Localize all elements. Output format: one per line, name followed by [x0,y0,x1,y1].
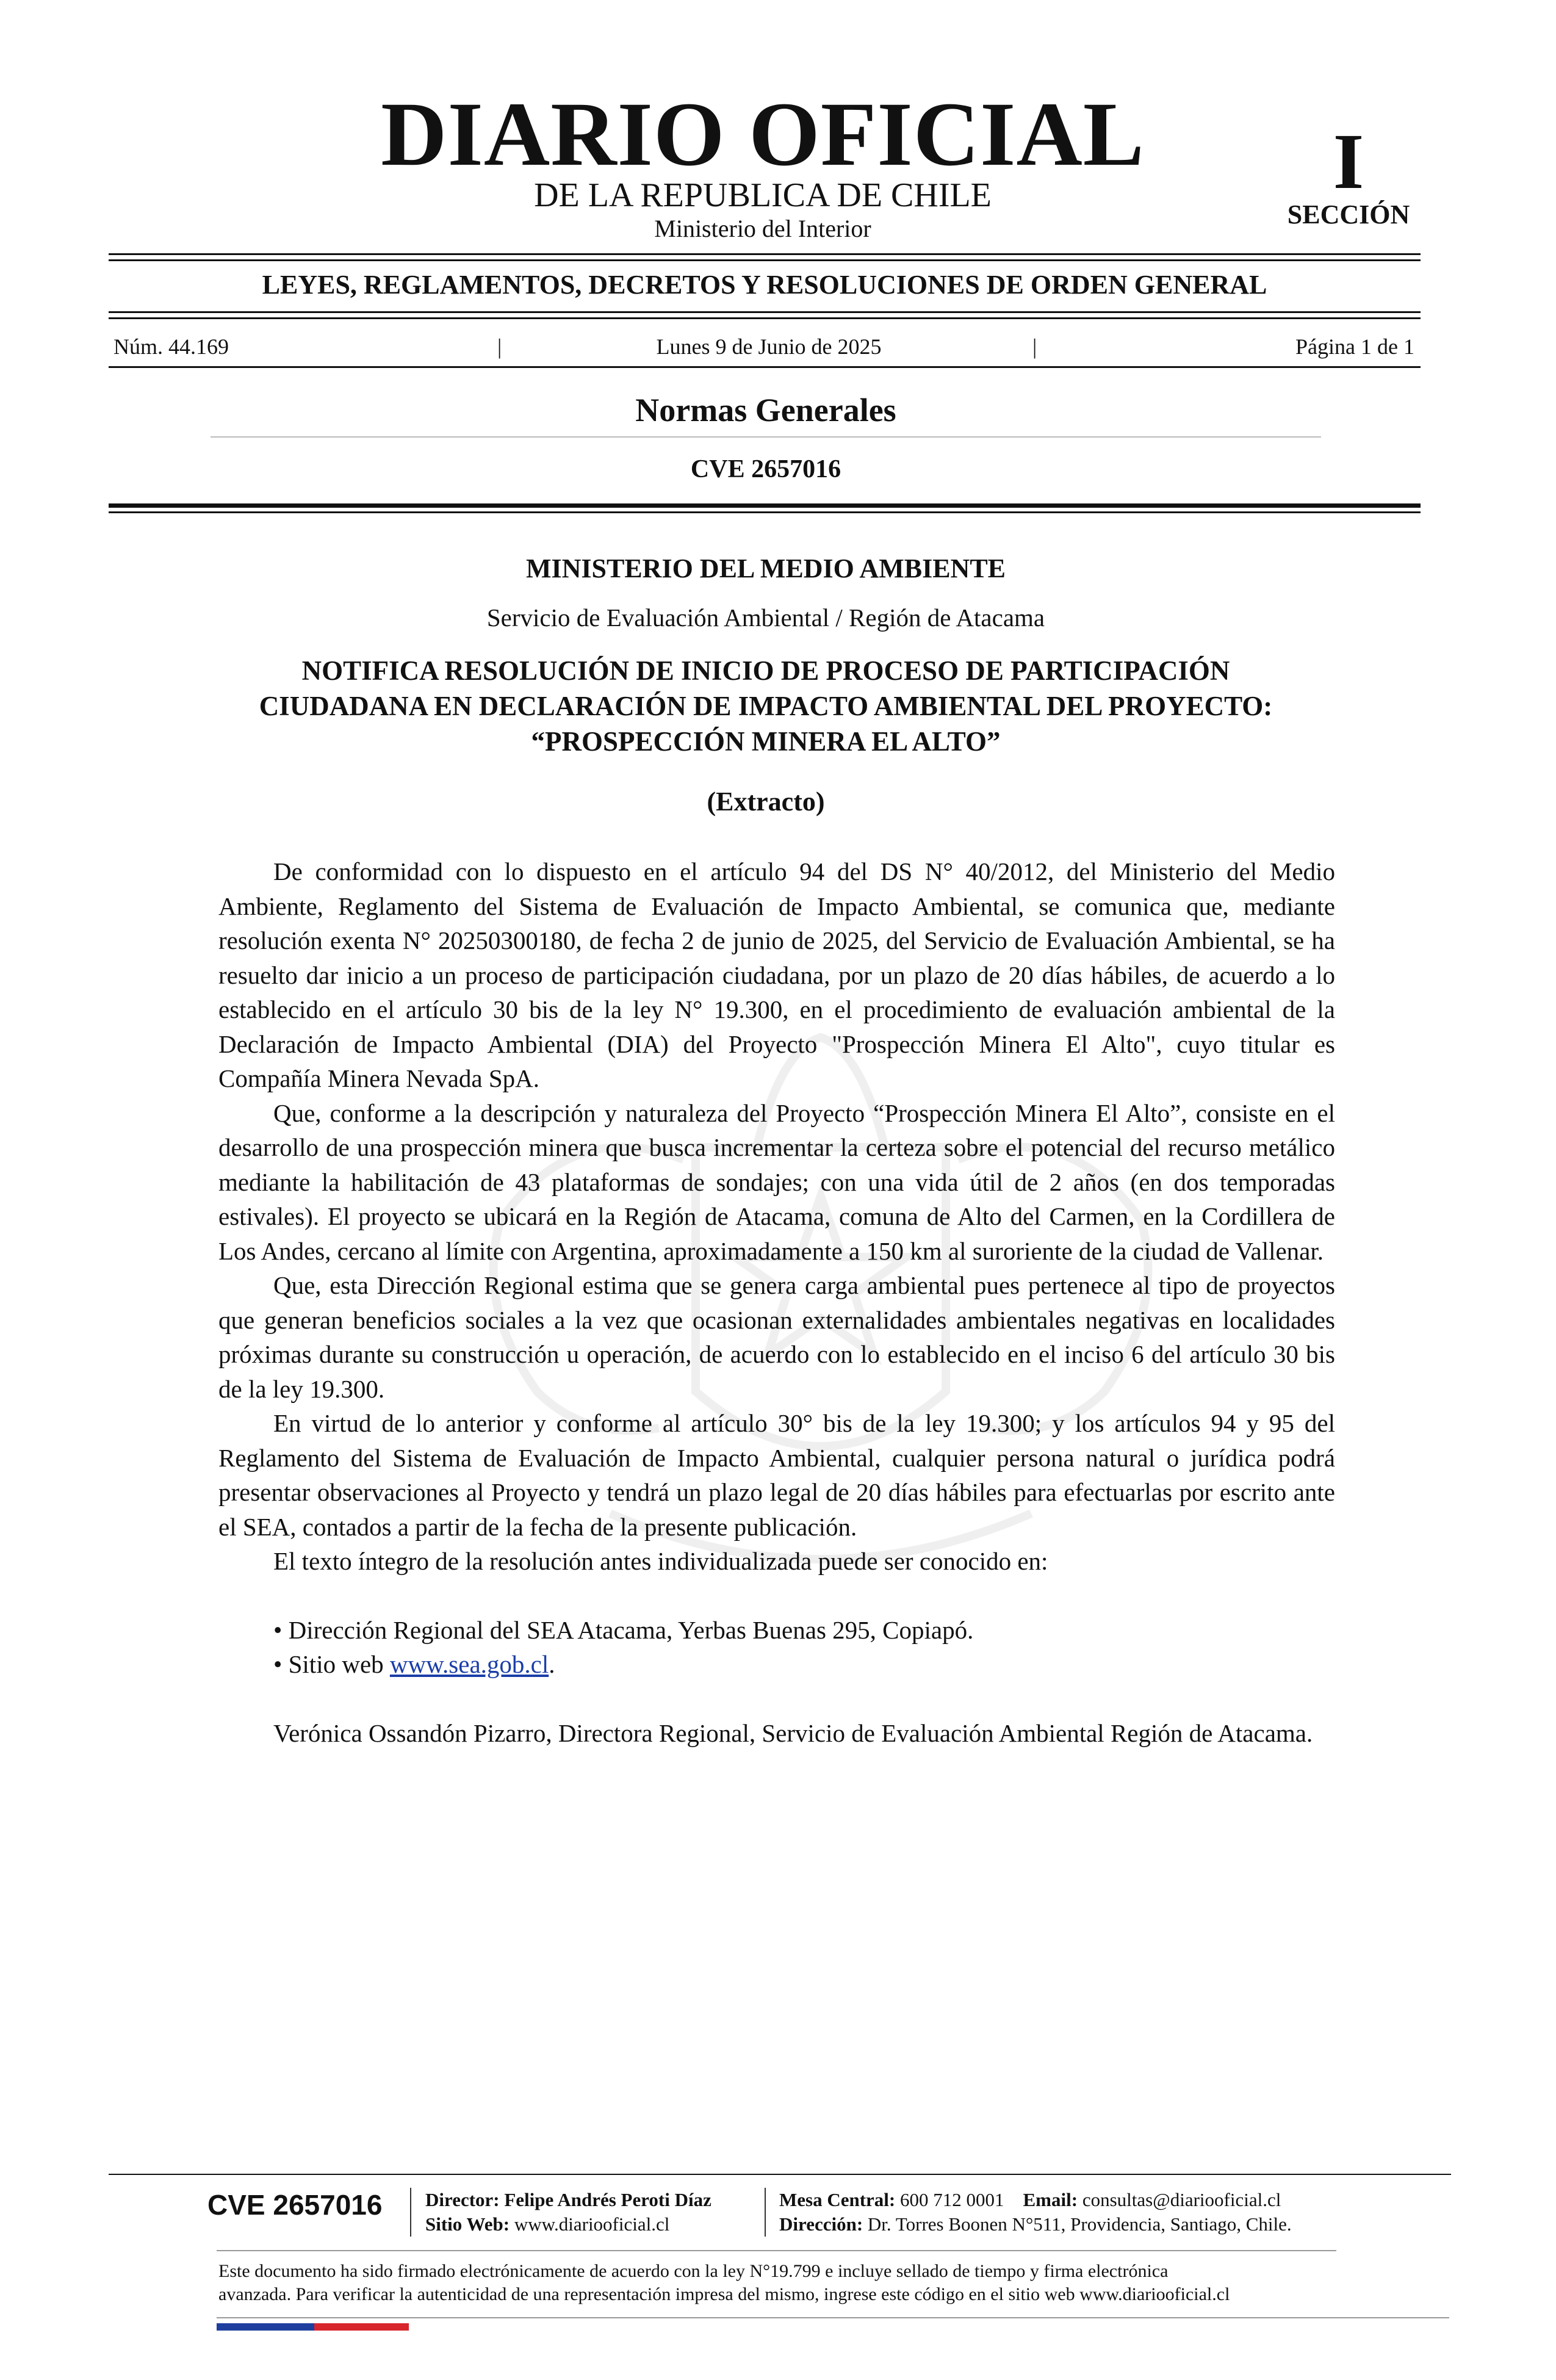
email-label: Email: [1023,2189,1078,2210]
bullet-website-suffix: . [549,1650,555,1678]
body-paragraph: Que, conforme a la descripción y naturaleza del Proyecto “Prospección Minera El Alto”, consiste en el desarrollo de una prospección minera que busca incrementar la certeza sobre el potencial del recurso metálico mediante la habilitación de 43 plataformas de sondajes; con una vida útil de 2 años (en dos temporadas estivales). El proyecto se ubicará en la Región de Atacama, comuna de Alto del Carmen, en la Cordillera de Los Andes, cercano al límite con Argentina, aproximadamente a 150 km al suroriente de la ciudad de Vallenar. [218,1098,1335,1265]
header-bottom-rule [109,503,1421,508]
norm-title: Normas Generales [635,392,896,428]
series-title: LEYES, REGLAMENTOS, DECRETOS Y RESOLUCIONES DE ORDEN GENERAL [262,270,1267,300]
document-title-line: “PROSPECCIÓN MINERA EL ALTO” [531,726,1001,757]
document-body [218,854,1335,1750]
series-rule [109,311,1421,313]
footer-legal-notice [218,2260,1335,2306]
desk-value: 600 712 0001 [900,2189,1004,2210]
director-label: Director: [425,2189,500,2210]
body-paragraph: El texto íntegro de la resolución antes individualizada puede ser conocido en: [273,1547,1048,1575]
masthead-rule-top [109,253,1421,255]
body-paragraph: Que, esta Dirección Regional estima que se genera carga ambiental pues pertenece al tipo de proyectos que generan beneficios sociales a la vez que ocasionan externalidades ambientales negativas en localidades próximas durante su construcción u operación, de acuerdo con lo establecido en el inciso 6 del artículo 30 bis de la ley 19.300. [218,1271,1335,1403]
masthead-subtitle: DE LA REPUBLICA DE CHILE [534,176,992,214]
series-rule-second [109,317,1421,319]
address-label: Dirección: [779,2213,863,2235]
document-title-line: NOTIFICA RESOLUCIÓN DE INICIO DE PROCESO DE PARTICIPACIÓN [301,655,1230,686]
page-indicator: Página 1 de 1 [1295,334,1414,359]
website-label: Sitio Web: [425,2213,510,2235]
issue-date: Lunes 9 de Junio de 2025 [656,334,882,359]
website-value[interactable]: www.diariooficial.cl [514,2213,670,2235]
footer-rule-top [109,2174,1451,2175]
info-rule [109,366,1421,368]
norm-title-divider [211,436,1321,438]
issue-number: Núm. 44.169 [113,334,229,359]
bullet-website-prefix: • Sitio web [273,1650,390,1678]
masthead-rule-top-second [109,259,1421,261]
section-number: I [1333,118,1364,206]
footer-cve-code: CVE 2657016 [207,2189,383,2221]
footer-director [425,2188,711,2237]
body-paragraph: De conformidad con lo dispuesto en el artículo 94 del DS N° 40/2012, del Ministerio del Medio Ambiente, Reglamento del Sistema de Evaluación de Impacto Ambiental, se comunica que, mediante resolución exenta N° 20250300180, de fecha 2 de junio de 2025, del Servicio de Evaluación Ambiental, se ha resuelto dar inicio a un proceso de participación ciudadana, por un plazo de 20 días hábiles, de acuerdo a lo establecido en el artículo 30 bis de la ley N° 19.300, en el procedimiento de evaluación ambiental de la Declaración de Impacto Ambiental (DIA) del Proyecto "Prospección Minera El Alto", cuyo titular es Compañía Minera Nevada SpA. [218,857,1335,1092]
footer-rule-middle [217,2250,1336,2251]
header-bottom-rule-second [109,511,1421,513]
address-value: Dr. Torres Boonen N°511, Providencia, Santiago, Chile. [867,2213,1292,2235]
service-line: Servicio de Evaluación Ambiental / Región de Atacama [486,604,1045,632]
desk-label: Mesa Central: [779,2189,896,2210]
bullet-website [218,1647,1335,1682]
cve-code: CVE 2657016 [690,455,841,483]
footer-rule-bottom [217,2317,1449,2318]
signature: Verónica Ossandón Pizarro, Directora Regional, Servicio de Evaluación Ambiental Región de Atacama. [273,1718,1313,1747]
info-separator: | [497,334,502,359]
bullet-address: • Dirección Regional del SEA Atacama, Yerbas Buenas 295, Copiapó. [273,1615,974,1644]
legal-line: avanzada. Para verificar la autenticidad de una representación impresa del mismo, ingrese este código en el sitio web www.diariooficial.cl [218,2284,1230,2304]
footer-contact [779,2188,1292,2237]
masthead-title: DIARIO OFICIAL [381,84,1145,185]
flag-stripe-red [314,2323,409,2331]
extract-label: (Extracto) [707,787,825,817]
info-separator: | [1032,334,1037,359]
body-paragraph: En virtud de lo anterior y conforme al artículo 30° bis de la ley 19.300; y los artículos 94 y 95 del Reglamento del Sistema de Evaluación de Impacto Ambiental, cualquier persona natural o jurídica podrá presentar observaciones al Proyecto y tendrá un plazo legal de 20 días hábiles para efectuarlas por escrito ante el SEA, contados a partir de la fecha de la presente publicación. [218,1409,1335,1541]
document-title-line: CIUDADANA EN DECLARACIÓN DE IMPACTO AMBIENTAL DEL PROYECTO: [259,691,1273,721]
email-value[interactable]: consultas@diariooficial.cl [1082,2189,1281,2210]
director-value: Felipe Andrés Peroti Díaz [504,2189,711,2210]
section-label: SECCIÓN [1287,200,1410,229]
footer-separator [765,2188,766,2237]
flag-stripe-blue [217,2323,314,2331]
footer-separator [410,2188,411,2237]
document-title [183,653,1349,759]
ministry-heading: MINISTERIO DEL MEDIO AMBIENTE [525,554,1006,583]
masthead-ministry: Ministerio del Interior [654,215,871,242]
sea-website-link[interactable]: www.sea.gob.cl [389,1650,549,1678]
legal-line: Este documento ha sido firmado electrónicamente de acuerdo con la ley N°19.799 e incluye sellado de tiempo y firma electrónica [218,2261,1169,2281]
